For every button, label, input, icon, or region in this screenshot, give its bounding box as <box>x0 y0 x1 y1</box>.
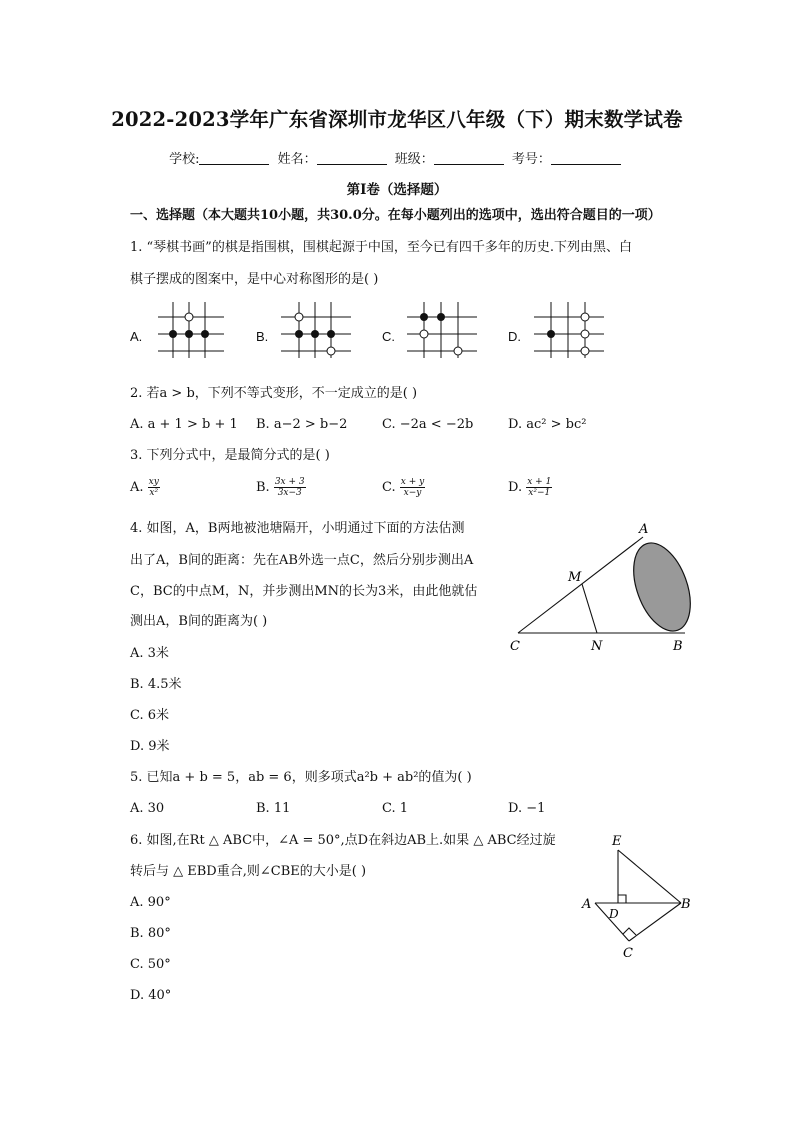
q1-option-c-label: C. <box>382 329 395 344</box>
q3-fraction-a-num: xy <box>148 477 159 487</box>
q2-option-b: B. a−2 > b−2 <box>256 417 348 432</box>
label-e: E <box>612 834 622 849</box>
q5-option-d: D. −1 <box>508 801 546 816</box>
q3-fraction-b-num: 3x + 3 <box>274 477 305 487</box>
q3-option-b <box>256 477 306 498</box>
q5-option-a: A. 30 <box>130 801 165 816</box>
q1-figure-c <box>403 300 483 360</box>
q1-figure-b <box>277 300 357 360</box>
q5-option-b: B. 11 <box>256 801 291 816</box>
q3-fraction-d-den: x²−1 <box>528 488 551 498</box>
label-a: A <box>639 522 649 537</box>
class-blank[interactable] <box>434 152 504 165</box>
q3-option-a-label: A. <box>130 480 144 495</box>
exam-title: 2022-2023学年广东省深圳市龙华区八年级（下）期末数学试卷 <box>111 108 683 131</box>
label-b: B <box>681 897 691 912</box>
part1-heading: 一、选择题（本大题共10小题，共30.0分。在每小题列出的选项中，选出符合题目的一项） <box>130 208 661 223</box>
q6-option-a: A. 90° <box>130 895 171 910</box>
name-label: 姓名： <box>277 152 317 167</box>
q3-option-d-label: D. <box>508 480 523 495</box>
q1-option-d-label: D. <box>508 329 521 344</box>
section-title: 第Ⅰ卷（选择题） <box>346 182 448 198</box>
exam-no-label: 考号： <box>511 152 551 167</box>
q3-option-c-label: C. <box>382 480 396 495</box>
q5-option-c: C. 1 <box>382 801 409 816</box>
q1-figure-a <box>150 300 230 360</box>
q3-fraction-a-den: x² <box>149 488 159 498</box>
school-blank[interactable] <box>199 152 269 165</box>
q4-option-a: A. 3米 <box>130 646 169 661</box>
q4-stem-line3: C，BC的中点M，N，并步测出MN的长为3米，由此他就估 <box>130 584 478 599</box>
school-label: 学校: <box>169 152 200 167</box>
q6-option-b: B. 80° <box>130 926 171 941</box>
class-label: 班级： <box>394 152 434 167</box>
label-b: B <box>673 639 683 654</box>
q3-option-a <box>130 477 160 498</box>
label-a: A <box>582 897 592 912</box>
label-n: N <box>591 639 603 654</box>
q6-stem-line1: 6. 如图,在Rt △ ABC中，∠A = 50°,点D在斜边AB上.如果 △ ABC经过旋 <box>130 833 556 848</box>
q5-stem: 5. 已知a + b = 5，ab = 6，则多项式a²b + ab²的值为( ) <box>130 770 472 785</box>
q3-option-c <box>382 477 425 498</box>
q3-option-b-label: B. <box>256 480 270 495</box>
q3-fraction-c-den: x−y <box>403 488 422 498</box>
q4-option-d: D. 9米 <box>130 739 170 754</box>
q3-fraction-b <box>274 477 306 498</box>
q3-fraction-c <box>400 477 425 498</box>
student-info-row <box>0 148 794 167</box>
q4-stem-line1: 4. 如图，A，B两地被池塘隔开，小明通过下面的方法估测 <box>130 521 465 536</box>
q4-stem-line2: 出了A，B间的距离：先在AB外选一点C，然后分别步测出A <box>130 553 474 568</box>
q1-figure-d <box>530 300 610 360</box>
q1-stem-line1: 1. “琴棋书画”的棋是指围棋，围棋起源于中国，至今已有四千多年的历史.下列由黑、白 <box>130 240 632 255</box>
q2-stem: 2. 若a > b，下列不等式变形，不一定成立的是( ) <box>130 386 418 401</box>
q4-stem-line4: 测出A，B间的距离为( ) <box>130 614 268 629</box>
q3-stem: 3. 下列分式中，是最简分式的是( ) <box>130 448 330 463</box>
label-m: M <box>568 570 582 585</box>
q4-option-b: B. 4.5米 <box>130 677 182 692</box>
q1-option-a-label: A. <box>130 329 143 344</box>
q4-option-c: C. 6米 <box>130 708 170 723</box>
q3-fraction-c-num: x + y <box>400 477 425 487</box>
label-c: C <box>623 946 633 961</box>
q4-pond-figure <box>500 515 710 660</box>
q2-option-d: D. ac² > bc² <box>508 417 587 432</box>
pond-ellipse <box>623 535 701 639</box>
q2-option-a: A. a + 1 > b + 1 <box>130 417 238 432</box>
label-c: C <box>510 639 520 654</box>
q1-stem-line2: 棋子摆成的图案中，是中心对称图形的是( ) <box>130 272 379 287</box>
q3-fraction-a <box>148 477 160 498</box>
q3-fraction-d <box>526 477 552 498</box>
q6-triangle-figure <box>578 830 698 965</box>
q3-fraction-d-num: x + 1 <box>527 477 552 487</box>
q6-option-d: D. 40° <box>130 988 172 1003</box>
exam-no-blank[interactable] <box>551 152 621 165</box>
q3-fraction-b-den: 3x−3 <box>277 488 302 498</box>
label-d: D <box>609 907 619 921</box>
name-blank[interactable] <box>317 152 387 165</box>
q1-option-b-label: B. <box>256 329 269 344</box>
q3-option-d <box>508 477 552 498</box>
q2-option-c: C. −2a < −2b <box>382 417 474 432</box>
q6-option-c: C. 50° <box>130 957 171 972</box>
q6-stem-line2: 转后与 △ EBD重合,则∠CBE的大小是( ) <box>130 864 367 879</box>
